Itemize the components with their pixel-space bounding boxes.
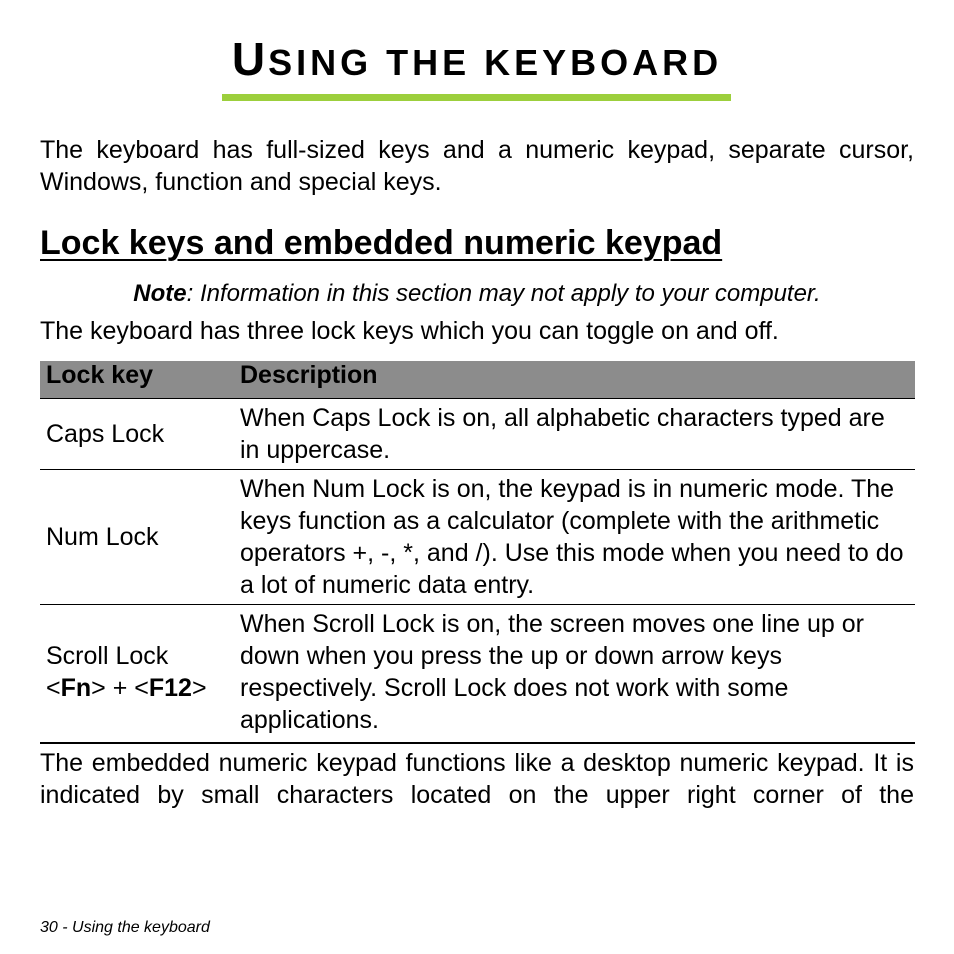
table-header-row — [40, 361, 915, 399]
description-cell: When Scroll Lock is on, the screen moves one line up or down when you press the up or down arrow keys respectively. Scroll Lock does not work with some applications. — [236, 605, 915, 744]
description-cell: When Num Lock is on, the keypad is in numeric mode. The keys function as a calculator (complete with the arithmetic operators +, -, *, and /). Use this mode when you need to do a lot of numeric data entry. — [236, 470, 915, 605]
shortcut-bracket: > — [191, 674, 207, 702]
description-cell: When Caps Lock is on, all alphabetic characters typed are in uppercase. — [236, 399, 915, 470]
lock-key-cell — [40, 605, 236, 744]
shortcut-joiner: > + < — [91, 674, 149, 702]
shortcut-key-f12: F12 — [148, 674, 192, 702]
note-label: Note — [133, 280, 187, 307]
lock-keys-table — [40, 361, 915, 744]
shortcut-key-fn: Fn — [60, 674, 92, 702]
column-header-lock-key: Lock key — [40, 361, 236, 399]
key-shortcut — [46, 674, 207, 702]
intro-paragraph: The keyboard has full-sized keys and a numeric keypad, separate cursor, Windows, function and special keys. — [40, 136, 914, 196]
page-footer: 30 - Using the keyboard — [40, 919, 210, 936]
shortcut-bracket: < — [46, 674, 61, 702]
page-title-rest: SING THE KEYBOARD — [268, 42, 723, 83]
title-underline-bar — [222, 94, 731, 101]
page-title-first-letter: U — [231, 33, 269, 85]
lock-key-cell: Caps Lock — [40, 399, 236, 470]
column-header-description: Description — [236, 361, 915, 399]
table-row — [40, 399, 915, 470]
note-text: : Information in this section may not apply to your computer. — [186, 280, 821, 307]
note — [0, 279, 954, 309]
section-heading: Lock keys and embedded numeric keypad — [40, 224, 723, 262]
table-row — [40, 605, 915, 744]
lock-key-cell: Num Lock — [40, 470, 236, 605]
table-row — [40, 470, 915, 605]
keypad-paragraph: The embedded numeric keypad functions like a desktop numeric keypad. It is indicated by small characters located on the upper right corner of the — [40, 749, 914, 809]
lock-keys-intro: The keyboard has three lock keys which you can toggle on and off. — [40, 317, 779, 345]
lock-key-name: Scroll Lock — [46, 642, 169, 670]
page-title — [0, 31, 954, 91]
